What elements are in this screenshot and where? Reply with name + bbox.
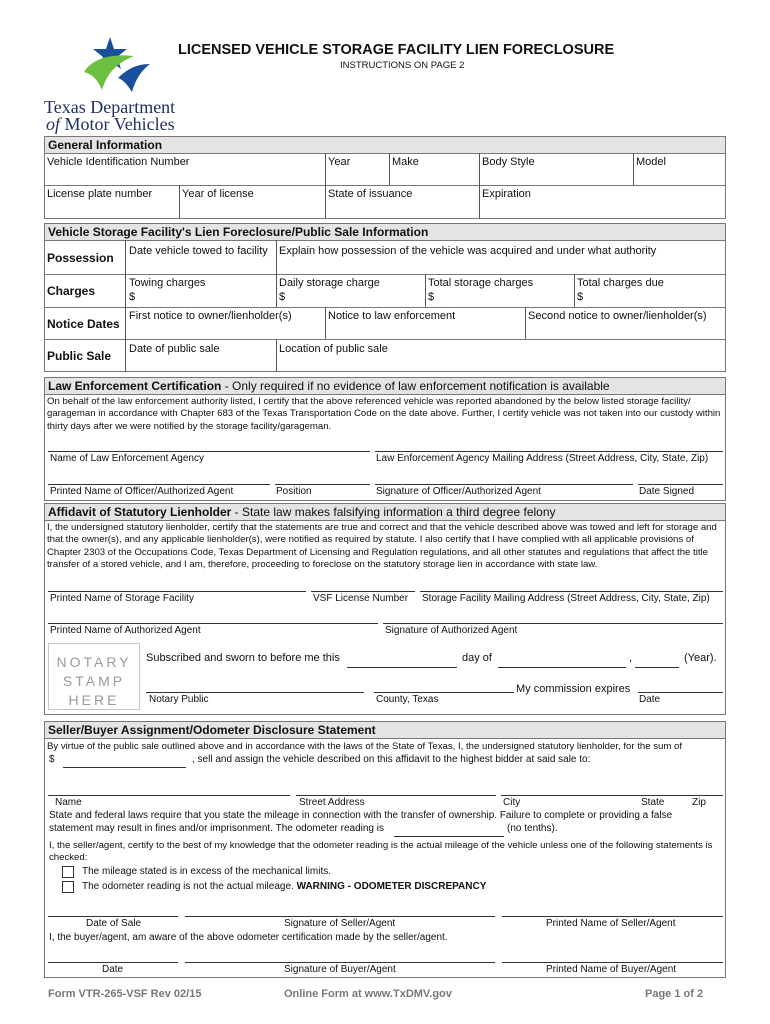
buyer-awareness-text: I, the buyer/agent, am aware of the above odometer certification made by the seller/agent.: [49, 932, 448, 943]
make-field[interactable]: Make: [392, 156, 419, 168]
county-field[interactable]: County, Texas: [376, 694, 439, 705]
seller-name-field[interactable]: Printed Name of Seller/Agent: [546, 918, 676, 929]
logo-of: of: [46, 114, 61, 134]
law-enforcement-heading: [44, 377, 726, 395]
odometer-warning: WARNING - ODOMETER DISCREPANCY: [293, 881, 487, 892]
possession-label: Possession: [47, 251, 114, 265]
storage-facility-heading: Vehicle Storage Facility's Lien Foreclosure/Public Sale Information: [44, 223, 726, 241]
public-sale-label: Public Sale: [47, 349, 112, 363]
date-public-sale-field[interactable]: Date of public sale: [129, 343, 220, 355]
body-style-field[interactable]: Body Style: [482, 156, 535, 168]
notice-dates-label: Notice Dates: [47, 317, 120, 331]
daily-storage-field[interactable]: Daily storage charge: [279, 277, 380, 289]
year-paren-text: (Year).: [684, 652, 717, 664]
charges-label: Charges: [47, 284, 96, 298]
vsf-license-field[interactable]: VSF License Number: [313, 593, 409, 604]
total-storage-dollar: $: [428, 291, 435, 303]
facility-name-field[interactable]: Printed Name of Storage Facility: [50, 593, 194, 604]
buyer-zip-field[interactable]: Zip: [692, 797, 706, 808]
sum-dollar: $: [49, 754, 55, 765]
seller-text-1b: , sell and assign the vehicle described on this affidavit to the highest bidder at said sale to:: [192, 754, 591, 765]
star-logo-icon: [76, 34, 156, 94]
agency-address-field[interactable]: Law Enforcement Agency Mailing Address (Street Address, City, State, Zip): [376, 453, 709, 464]
buyer-state-field[interactable]: State: [641, 797, 665, 808]
law-enforcement-note: - Only required if no evidence of law enforcement notification is available: [221, 379, 610, 393]
buyer-name-field[interactable]: Name: [55, 797, 82, 808]
day-of-text: day of: [462, 652, 492, 664]
total-storage-field[interactable]: Total storage charges: [428, 277, 534, 289]
online-form-link[interactable]: Online Form at www.TxDMV.gov: [284, 988, 452, 1000]
location-public-sale-field[interactable]: Location of public sale: [279, 343, 388, 355]
page-number: Page 1 of 2: [645, 988, 704, 1000]
buyer-street-field[interactable]: Street Address: [299, 797, 365, 808]
notary-public-field[interactable]: Notary Public: [149, 694, 209, 705]
notary-stamp-area: NOTARY STAMP HERE: [48, 643, 140, 710]
logo-line-2: [46, 114, 175, 135]
seller-text-2a: State and federal laws require that you state the mileage in connection with the transfer of ownership. Failure to complete or providing a false: [49, 810, 673, 821]
txdmv-logo: [44, 34, 184, 134]
logo-line-1: Texas Department: [44, 97, 176, 117]
year-of-license-field[interactable]: Year of license: [182, 188, 254, 200]
model-field[interactable]: Model: [636, 156, 666, 168]
affidavit-heading: [44, 503, 726, 521]
facility-address-field[interactable]: Storage Facility Mailing Address (Street Address, City, State, Zip): [422, 593, 710, 604]
seller-signature-field[interactable]: Signature of Seller/Agent: [284, 918, 396, 929]
agent-signature-field[interactable]: Signature of Authorized Agent: [385, 625, 518, 636]
comma-text: ,: [629, 652, 633, 664]
no-tenths-text: (no tenths).: [507, 823, 558, 834]
second-notice-field[interactable]: Second notice to owner/lienholder(s): [528, 310, 707, 322]
total-due-field[interactable]: Total charges due: [577, 277, 664, 289]
first-notice-field[interactable]: First notice to owner/lienholder(s): [129, 310, 292, 322]
vin-field[interactable]: Vehicle Identification Number: [47, 156, 190, 168]
affidavit-text: I, the undersigned statutory lienholder, certify that the statements are true and correct and that the vehicle described above was towed and left for storage and that the owner(s), and any applicable lienholder(s), were notified as required by statute. I also certify that I have complied with all applicable provisions of Chapter 2303 of the Occupations Code, Texas Department of Licensing and Regulation regulations, and all other statutes and regulations that affect the title transfer of a stored vehicle, and I am, therefore, proceeding to foreclose on the statutory storage lien in accordance with state law.: [47, 522, 717, 570]
date-of-sale-field[interactable]: Date of Sale: [86, 918, 142, 929]
affidavit-note: - State law makes falsifying information a third degree felony: [231, 505, 556, 519]
form-subtitle: INSTRUCTIONS ON PAGE 2: [340, 60, 465, 71]
buyer-printed-name-field[interactable]: Printed Name of Buyer/Agent: [546, 964, 677, 975]
notice-law-enforcement-field[interactable]: Notice to law enforcement: [328, 310, 456, 322]
seller-text-1: By virtue of the public sale outlined above and in accordance with the laws of the State of Texas, I, the undersigned statutory lienholder, for the sum of: [47, 741, 682, 752]
expiration-field[interactable]: Expiration: [482, 188, 531, 200]
officer-name-field[interactable]: Printed Name of Officer/Authorized Agent: [50, 486, 234, 497]
daily-dollar: $: [279, 291, 286, 303]
sworn-text: Subscribed and sworn to before me this: [146, 652, 340, 664]
seller-buyer-heading: Seller/Buyer Assignment/Odometer Disclosure Statement: [44, 721, 726, 739]
law-enforcement-title: Law Enforcement Certification: [48, 379, 222, 393]
not-actual-mileage-checkbox[interactable]: [62, 881, 74, 893]
officer-signature-field[interactable]: Signature of Officer/Authorized Agent: [376, 486, 541, 497]
agency-name-field[interactable]: Name of Law Enforcement Agency: [50, 453, 204, 464]
towing-charges-field[interactable]: Towing charges: [129, 277, 206, 289]
total-due-dollar: $: [577, 291, 584, 303]
explain-possession-field[interactable]: Explain how possession of the vehicle was acquired and under what authority: [279, 245, 657, 257]
not-actual-mileage-text: The odometer reading is not the actual mileage.: [82, 881, 294, 892]
form-title: LICENSED VEHICLE STORAGE FACILITY LIEN FORECLOSURE: [178, 42, 615, 58]
buyer-signature-field[interactable]: Signature of Buyer/Agent: [284, 964, 396, 975]
year-field[interactable]: Year: [328, 156, 351, 168]
law-enforcement-text: On behalf of the law enforcement authority listed, I certify that the above referenced vehicle was reported abandoned by the below listed storage facility/ garageman in accordance with Chapter 683 of the Texas Transportation Code on the date above. Further, I certify vehicle was not taken into our custody within thirty days after we were notified by the storage facility/garageman.: [47, 396, 721, 432]
not-actual-mileage-label: [82, 881, 486, 893]
position-field[interactable]: Position: [276, 486, 312, 497]
buyer-date-field[interactable]: Date: [102, 964, 124, 975]
seller-text-2b: statement may result in fines and/or imprisonment. The odometer reading is: [49, 823, 384, 834]
date-towed-field[interactable]: Date vehicle towed to facility: [129, 245, 268, 257]
mileage-excess-checkbox[interactable]: [62, 866, 74, 878]
commission-date-field[interactable]: Date: [639, 694, 661, 705]
form-number: Form VTR-265-VSF Rev 02/15: [48, 988, 202, 1000]
commission-text: My commission expires: [516, 683, 631, 695]
affidavit-title: Affidavit of Statutory Lienholder: [48, 505, 232, 519]
logo-motor-vehicles: Motor Vehicles: [64, 114, 175, 134]
state-of-issuance-field[interactable]: State of issuance: [328, 188, 413, 200]
seller-text-3: I, the seller/agent, certify to the best of my knowledge that the odometer reading is the actual mileage of the vehicle unless one of the following statements is checked:: [49, 840, 713, 864]
license-plate-field[interactable]: License plate number: [47, 188, 153, 200]
buyer-city-field[interactable]: City: [503, 797, 521, 808]
mileage-excess-label: The mileage stated is in excess of the mechanical limits.: [82, 866, 331, 877]
agent-name-field[interactable]: Printed Name of Authorized Agent: [50, 625, 201, 636]
date-signed-field[interactable]: Date Signed: [639, 486, 695, 497]
towing-dollar: $: [129, 291, 136, 303]
general-information-heading: General Information: [44, 136, 726, 154]
